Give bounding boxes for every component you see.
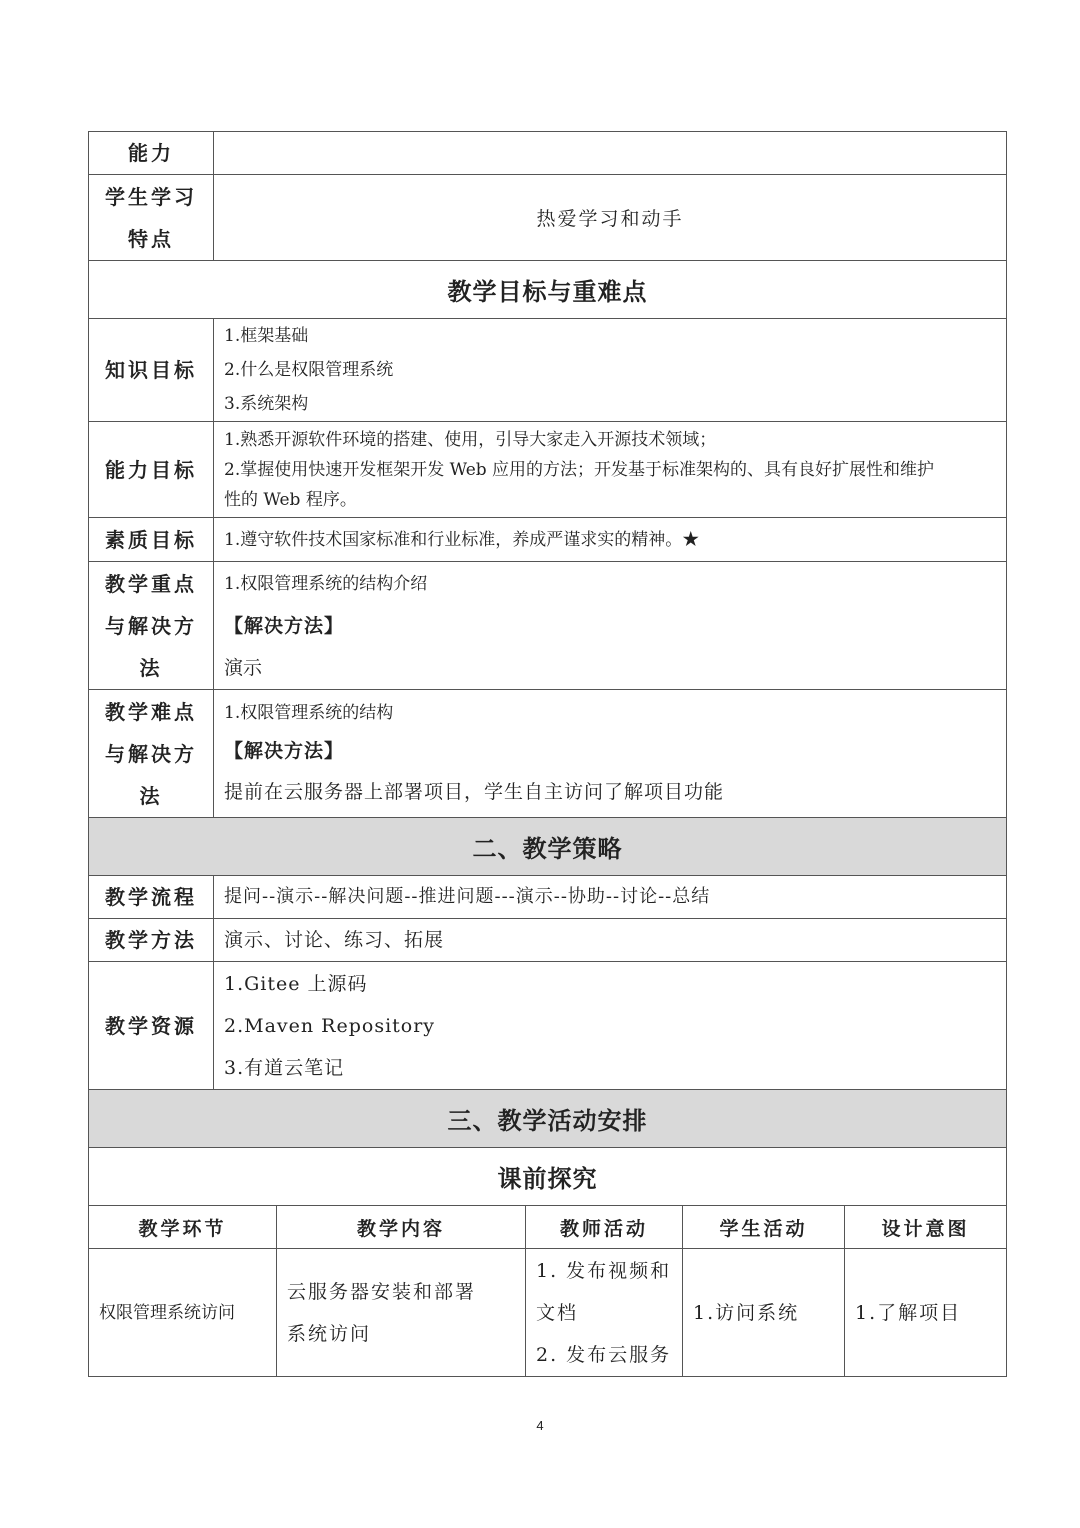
- ability-goal-label: 能力目标: [89, 422, 214, 518]
- list-item: 2.掌握使用快速开发框架开发 Web 应用的方法；开发基于标准架构的、具有良好扩展性和维护: [224, 459, 935, 480]
- list-item: 1.熟悉开源软件环境的搭建、使用，引导大家走入开源技术领域；: [224, 429, 717, 450]
- flow-value: 提问--演示--解决问题--推进问题---演示--协助--讨论--总结: [214, 876, 1007, 919]
- ability-goal-list: [214, 422, 1007, 518]
- list-item: 1.框架基础: [224, 326, 309, 346]
- list-item: 3.有道云笔记: [224, 1056, 345, 1079]
- activity-teacher: 1. 发布视频和 文档 2. 发布云服务: [526, 1249, 683, 1377]
- header-teacher: 教师活动: [526, 1206, 683, 1249]
- preclass-title: 课前探究: [89, 1148, 1007, 1206]
- flow-label: 教学流程: [89, 876, 214, 919]
- resource-label: 教学资源: [89, 962, 214, 1090]
- header-content: 教学内容: [277, 1206, 526, 1249]
- key-point-content: [214, 562, 1007, 690]
- quality-goal-value: 1.遵守软件技术国家标准和行业标准，养成严谨求实的精神。★: [214, 518, 1007, 562]
- list-item: 性的 Web 程序。: [224, 489, 357, 510]
- knowledge-goal-list: [214, 319, 1007, 422]
- ability-value: [214, 132, 1007, 175]
- list-item: 1.Gitee 上源码: [224, 972, 368, 995]
- list-item: 2.什么是权限管理系统: [224, 360, 394, 380]
- activity-intent: 1.了解项目: [845, 1249, 1007, 1377]
- difficulty-label: 教学难点 与解决方 法: [89, 690, 214, 818]
- learning-trait-label: 学生学习 特点: [89, 175, 214, 261]
- header-link: 教学环节: [89, 1206, 277, 1249]
- method-label: 教学方法: [89, 919, 214, 962]
- list-item: 2.Maven Repository: [224, 1014, 436, 1037]
- page-number: 4: [536, 1418, 544, 1433]
- resource-list: [214, 962, 1007, 1090]
- lesson-plan-table: [88, 131, 1007, 1377]
- key-point-label: 教学重点 与解决方 法: [89, 562, 214, 690]
- method-value: 演示、讨论、练习、拓展: [214, 919, 1007, 962]
- strategy-section-title: 二、教学策略: [89, 818, 1007, 876]
- key-method-value: 演示: [224, 656, 263, 679]
- ability-label: 能力: [89, 132, 214, 175]
- activity-content: 云服务器安装和部署 系统访问: [277, 1249, 526, 1377]
- difficulty-method-value: 提前在云服务器上部署项目，学生自主访问了解项目功能: [224, 780, 725, 803]
- list-item: 3.系统架构: [224, 394, 309, 414]
- header-intent: 设计意图: [845, 1206, 1007, 1249]
- goals-section-title: 教学目标与重难点: [89, 261, 1007, 319]
- activity-section-title: 三、教学活动安排: [89, 1090, 1007, 1148]
- difficulty-item: 1.权限管理系统的结构: [224, 702, 394, 723]
- key-point-item: 1.权限管理系统的结构介绍: [224, 573, 428, 594]
- key-method-label: 【解决方法】: [224, 614, 345, 637]
- difficulty-method-label: 【解决方法】: [224, 739, 345, 762]
- quality-goal-label: 素质目标: [89, 518, 214, 562]
- header-student: 学生活动: [683, 1206, 845, 1249]
- learning-trait-value: 热爱学习和动手: [214, 175, 1007, 261]
- difficulty-content: [214, 690, 1007, 818]
- activity-student: 1.访问系统: [683, 1249, 845, 1377]
- activity-link: 权限管理系统访问: [89, 1249, 277, 1377]
- knowledge-goal-label: 知识目标: [89, 319, 214, 422]
